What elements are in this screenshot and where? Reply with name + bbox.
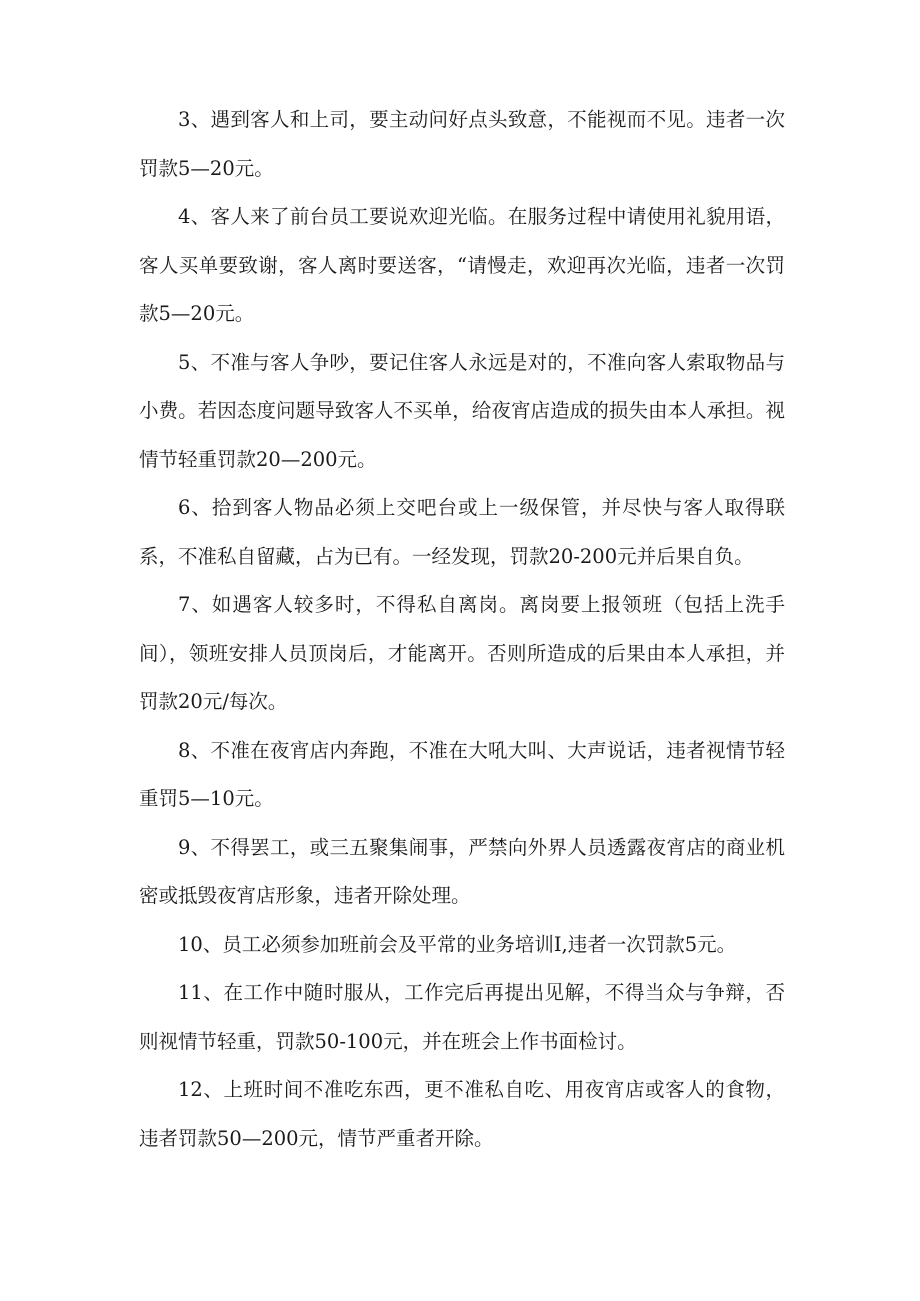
- rule-11-paragraph: 11、在工作中随时服从，工作完后再提出见解，不得当众与争辩，否则视情节轻重，罚款50-100元，并在班会上作书面检讨。: [139, 981, 785, 1053]
- rule-8-paragraph: 8、不准在夜宵店内奔跑，不准在大吼大叫、大声说话，违者视情节轻重罚5—10元。: [139, 738, 785, 810]
- document-body: [139, 96, 785, 1163]
- rule-7-paragraph: 7、如遇客人较多时，不得私自离岗。离岗要上报领班（包括上洗手间），领班安排人员顶岗后，才能离开。否则所造成的后果由本人承担，并罚款20元/每次。: [139, 593, 785, 713]
- rule-6-paragraph: 6、拾到客人物品必须上交吧台或上一级保管，并尽快与客人取得联系，不准私自留藏，占为已有。一经发现，罚款20-200元并后果自负。: [139, 496, 785, 568]
- rule-4-paragraph: 4、客人来了前台员工要说欢迎光临。在服务过程中请使用礼貌用语，客人买单要致谢，客人离时要送客，“请慢走，欢迎再次光临，违者一次罚款5—20元。: [139, 205, 785, 325]
- rule-5-paragraph: 5、不准与客人争吵，要记住客人永远是对的，不准向客人索取物品与小费。若因态度问题导致客人不买单，给夜宵店造成的损失由本人承担。视情节轻重罚款20—200元。: [139, 350, 785, 471]
- rule-9-paragraph: 9、不得罢工，或三五聚集闹事，严禁向外界人员透露夜宵店的商业机密或抵毁夜宵店形象，违者开除处理。: [139, 835, 785, 907]
- rule-3-paragraph: 3、遇到客人和上司，要主动问好点头致意，不能视而不见。违者一次罚款5—20元。: [139, 108, 785, 180]
- rule-10-paragraph: 10、员工必须参加班前会及平常的业务培训I,违者一次罚款5元。: [178, 932, 737, 956]
- rule-12-paragraph: 12、上班时间不准吃东西，更不准私自吃、用夜宵店或客人的食物，违者罚款50—200元，情节严重者开除。: [139, 1078, 785, 1150]
